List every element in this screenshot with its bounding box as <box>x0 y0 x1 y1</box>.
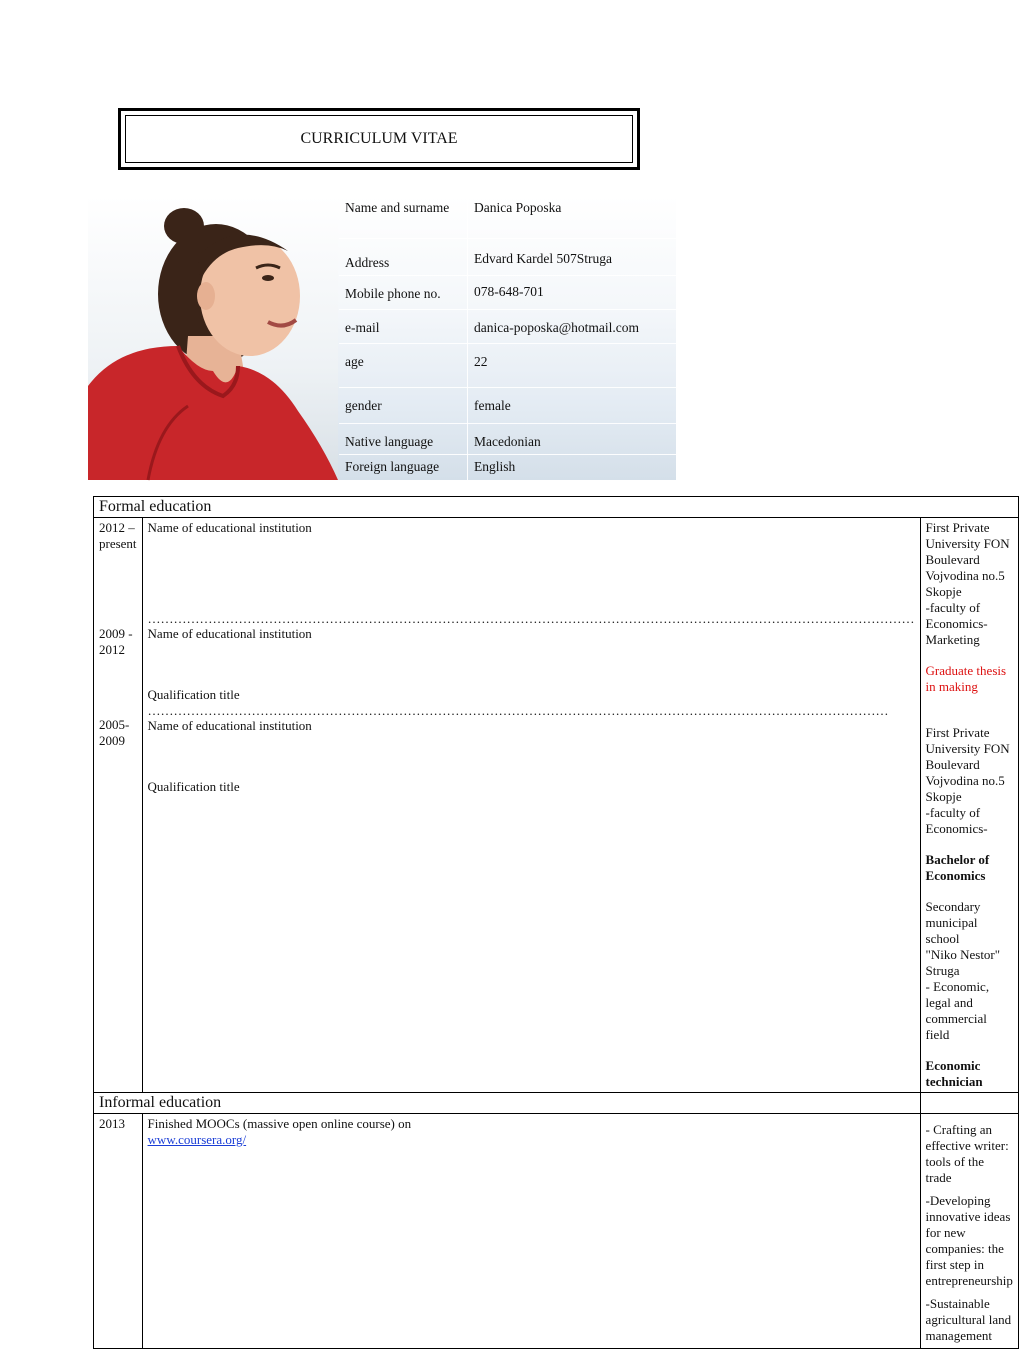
info-value: Edvard Kardel 507Struga <box>468 238 677 275</box>
document-title: CURRICULUM VITAE <box>125 115 633 163</box>
info-row-foreign-language <box>339 454 676 480</box>
qualification-label: Qualification title <box>147 687 240 702</box>
info-label: age <box>339 343 468 387</box>
info-row-age <box>339 343 676 387</box>
info-label: Name and surname <box>339 196 468 238</box>
title-box <box>118 108 640 170</box>
informal-education-heading-row <box>94 1093 1019 1114</box>
info-value: female <box>468 387 677 423</box>
education-table <box>93 496 1019 1349</box>
info-row-phone <box>339 275 676 309</box>
course-item: -Sustainable agricultural land management <box>925 1296 1012 1343</box>
coursera-link[interactable]: www.coursera.org/ <box>147 1132 247 1147</box>
course-item: -Developing innovative ideas for new companies: the first step in entrepreneurship <box>925 1193 1013 1288</box>
informal-education-heading: Informal education <box>94 1093 921 1114</box>
institution-label: Name of educational institution <box>147 626 312 641</box>
institution-line: First Private University FON <box>925 725 1010 756</box>
info-value: Macedonian <box>468 423 677 454</box>
institution-line: Boulevard Vojvodina no.5 Skopje <box>925 757 1005 804</box>
qualification-value: Bachelor of Economics <box>925 852 990 883</box>
empty-cell <box>920 1093 1018 1114</box>
info-value: Danica Poposka <box>468 196 677 238</box>
personal-info-table <box>339 196 676 481</box>
period-column <box>94 518 143 1093</box>
institution-line: -faculty of Economics- <box>925 805 988 836</box>
period: 2009 - 2012 <box>99 626 133 657</box>
institution-line: Secondary municipal school <box>925 899 981 946</box>
info-label: gender <box>339 387 468 423</box>
formal-education-row <box>94 518 1019 1093</box>
info-row-gender <box>339 387 676 423</box>
info-value: 078-648-701 <box>468 275 677 309</box>
institution-label: Name of educational institution <box>147 718 312 733</box>
institution-label: Name of educational institution <box>147 520 312 535</box>
period: 2013 <box>94 1114 143 1349</box>
profile-photo <box>88 196 338 480</box>
period: 2012 – present <box>99 520 137 551</box>
course-item: - Crafting an effective writer: tools of the trade <box>925 1122 1009 1185</box>
mooc-cell <box>142 1114 920 1349</box>
institution-line: -faculty of Economics-Marketing <box>925 600 988 647</box>
info-row-native-language <box>339 423 676 454</box>
info-value: danica-poposka@hotmail.com <box>468 309 677 343</box>
info-label: e-mail <box>339 309 468 343</box>
courses-cell <box>920 1114 1018 1349</box>
dotted-separator: ……………………………………………………………………………………………………………………………………………………… <box>147 703 889 718</box>
dotted-separator: …………………………………………………………………………………………………………………………………………………………… <box>147 611 915 626</box>
info-value: English <box>468 454 677 480</box>
info-row-name <box>339 196 676 238</box>
institution-line: First Private University FON <box>925 520 1010 551</box>
info-row-email <box>339 309 676 343</box>
thesis-note: Graduate thesis in making <box>925 663 1007 694</box>
info-value: 22 <box>468 343 677 387</box>
formal-education-heading-row <box>94 497 1019 518</box>
info-label: Address <box>339 238 468 275</box>
info-label: Foreign language <box>339 454 468 480</box>
info-label: Native language <box>339 423 468 454</box>
info-label: Mobile phone no. <box>339 275 468 309</box>
mooc-description: Finished MOOCs (massive open online course) on <box>147 1116 412 1131</box>
institution-line: Boulevard Vojvodina no.5 Skopje <box>925 552 1005 599</box>
period: 2005- 2009 <box>99 717 130 748</box>
details-column <box>920 518 1018 1093</box>
informal-education-row <box>94 1114 1019 1349</box>
info-row-address <box>339 238 676 275</box>
qualification-label: Qualification title <box>147 779 240 794</box>
label-column <box>142 518 920 1093</box>
formal-education-heading: Formal education <box>94 497 1019 518</box>
institution-line: "Niko Nestor" Struga <box>925 947 1001 978</box>
institution-line: - Economic, legal and commercial field <box>925 979 990 1042</box>
qualification-value: Economic technician <box>925 1058 983 1089</box>
